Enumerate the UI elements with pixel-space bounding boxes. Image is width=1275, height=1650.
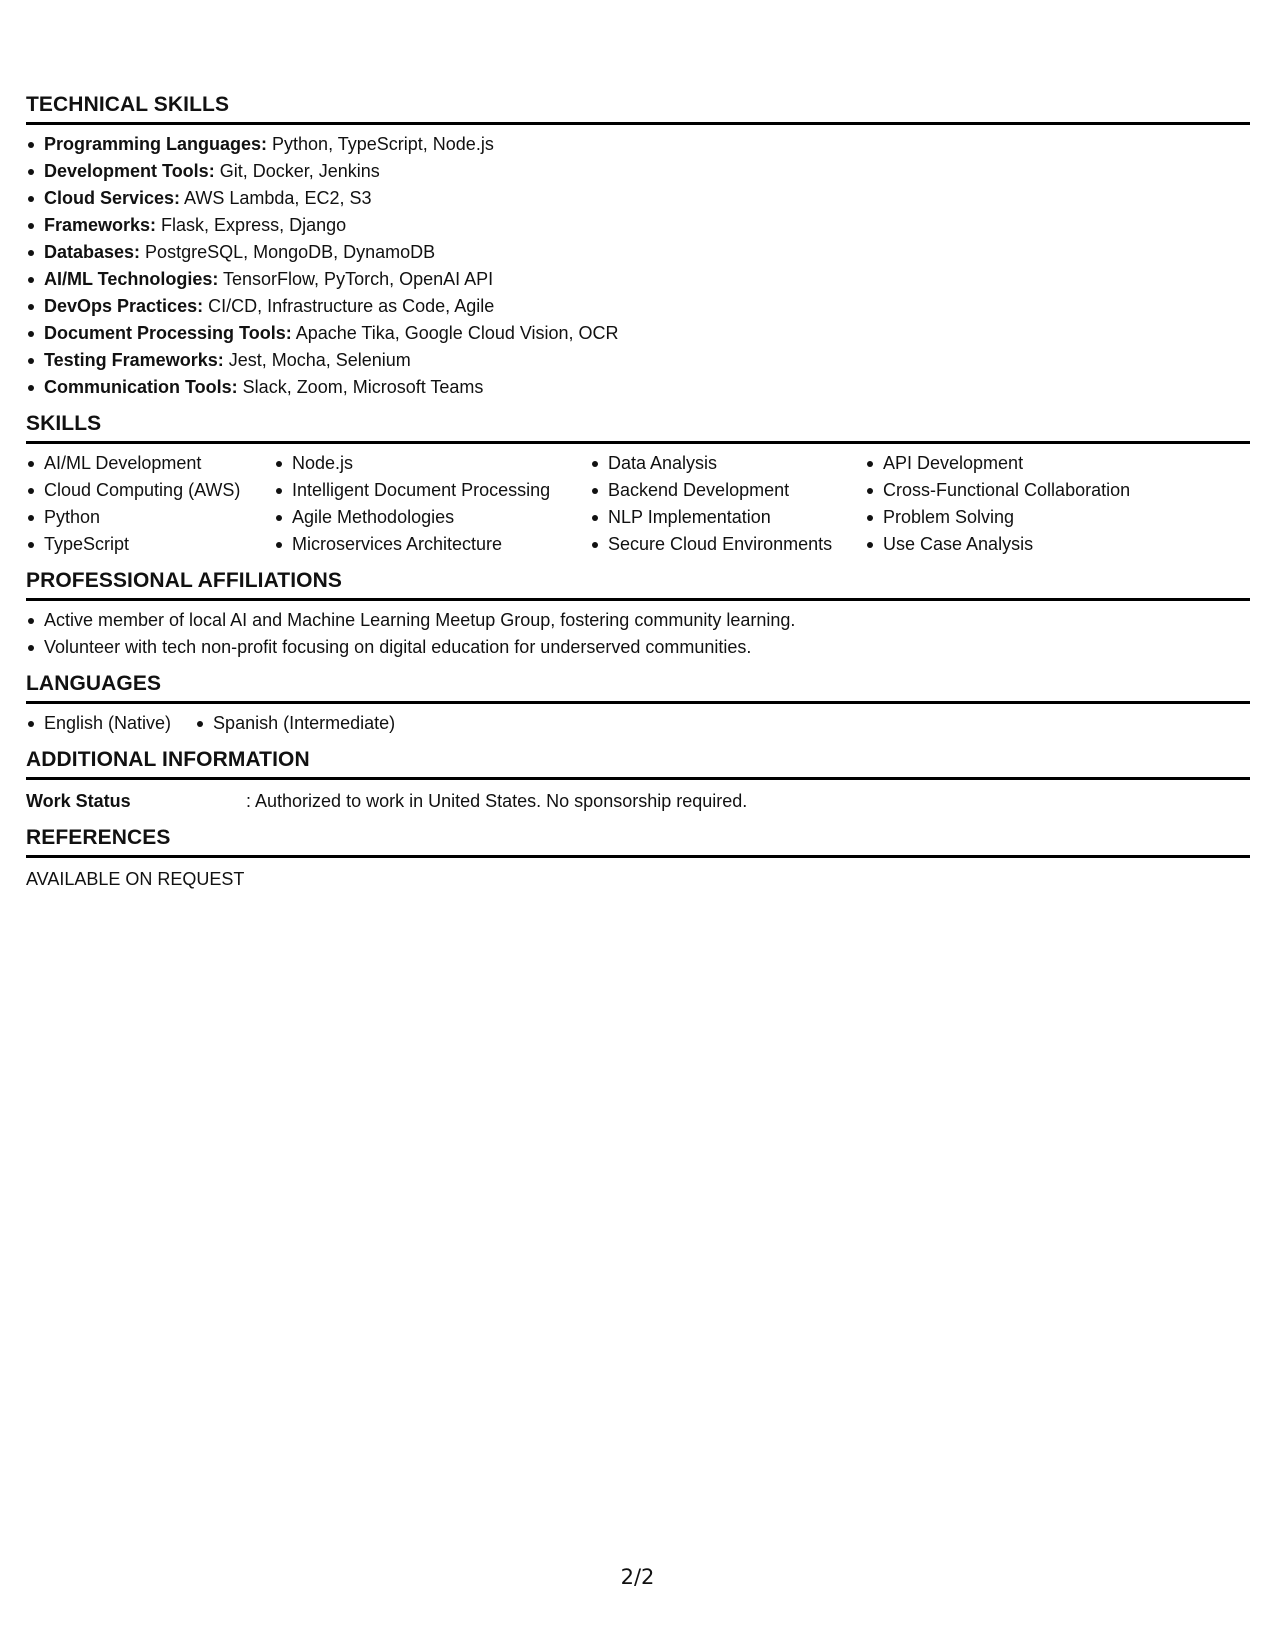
work-status-row [26,788,1250,815]
additional-info-heading: ADDITIONAL INFORMATION [26,747,1250,780]
skill-item: Cross-Functional Collaboration [865,477,1165,504]
skill-item: Cloud Computing (AWS) [26,477,274,504]
resume-page [26,92,1250,903]
technical-skill-item [26,266,1250,293]
technical-skill-label: Cloud Services: [44,188,181,208]
skill-item: Python [26,504,274,531]
technical-skill-label: Databases: [44,242,141,262]
skills-grid [26,450,1250,558]
skill-item: AI/ML Development [26,450,274,477]
technical-skill-value: Flask, Express, Django [156,215,347,235]
technical-skill-label: Testing Frameworks: [44,350,224,370]
technical-skill-item [26,185,1250,212]
skills-column [865,450,1165,558]
technical-skill-value: Jest, Mocha, Selenium [223,350,411,370]
technical-skill-label: Communication Tools: [44,377,238,397]
affiliations-heading: PROFESSIONAL AFFILIATIONS [26,568,1250,601]
languages-list [26,710,1250,737]
technical-skills-section [26,92,1250,401]
skill-item: Data Analysis [590,450,865,477]
skills-column [26,450,274,558]
technical-skill-label: Programming Languages: [44,134,268,154]
references-heading: REFERENCES [26,825,1250,858]
page-number: 2/2 [620,1565,655,1589]
skills-heading: SKILLS [26,411,1250,444]
skill-item: Node.js [274,450,590,477]
language-item: Spanish (Intermediate) [195,710,395,737]
affiliation-item: Active member of local AI and Machine Learning Meetup Group, fostering community learning. [26,607,1250,634]
technical-skill-value: Git, Docker, Jenkins [214,161,380,181]
skill-item: Microservices Architecture [274,531,590,558]
skill-item: NLP Implementation [590,504,865,531]
affiliation-item: Volunteer with tech non-profit focusing on digital education for underserved communities. [26,634,1250,661]
skill-item: API Development [865,450,1165,477]
technical-skill-item [26,374,1250,401]
skill-item: Agile Methodologies [274,504,590,531]
technical-skill-label: Development Tools: [44,161,215,181]
skills-column [274,450,590,558]
skills-column [590,450,865,558]
technical-skill-label: DevOps Practices: [44,296,204,316]
technical-skills-list [26,131,1250,401]
technical-skill-item [26,320,1250,347]
technical-skill-label: AI/ML Technologies: [44,269,219,289]
technical-skill-value: CI/CD, Infrastructure as Code, Agile [203,296,495,316]
work-status-value: : Authorized to work in United States. No sponsorship required. [246,791,748,811]
technical-skill-label: Document Processing Tools: [44,323,292,343]
work-status-label: Work Status [26,791,131,811]
technical-skill-value: PostgreSQL, MongoDB, DynamoDB [140,242,436,262]
technical-skill-value: TensorFlow, PyTorch, OpenAI API [218,269,494,289]
technical-skills-heading: TECHNICAL SKILLS [26,92,1250,125]
skill-item: Use Case Analysis [865,531,1165,558]
references-section [26,825,1250,893]
skill-item: TypeScript [26,531,274,558]
technical-skill-item [26,158,1250,185]
technical-skill-item [26,131,1250,158]
technical-skill-label: Frameworks: [44,215,157,235]
languages-heading: LANGUAGES [26,671,1250,704]
skills-section [26,411,1250,558]
technical-skill-item [26,347,1250,374]
technical-skill-item [26,239,1250,266]
skill-item: Problem Solving [865,504,1165,531]
skill-item: Backend Development [590,477,865,504]
skill-item: Secure Cloud Environments [590,531,865,558]
languages-section [26,671,1250,737]
affiliations-list [26,607,1250,661]
references-text: AVAILABLE ON REQUEST [26,869,245,889]
affiliations-section [26,568,1250,661]
language-item: English (Native) [26,710,171,737]
technical-skill-value: Slack, Zoom, Microsoft Teams [237,377,484,397]
technical-skill-value: Apache Tika, Google Cloud Vision, OCR [291,323,619,343]
technical-skill-item [26,293,1250,320]
additional-info-section [26,747,1250,815]
skill-item: Intelligent Document Processing [274,477,590,504]
technical-skill-value: AWS Lambda, EC2, S3 [180,188,372,208]
technical-skill-item [26,212,1250,239]
technical-skill-value: Python, TypeScript, Node.js [267,134,494,154]
